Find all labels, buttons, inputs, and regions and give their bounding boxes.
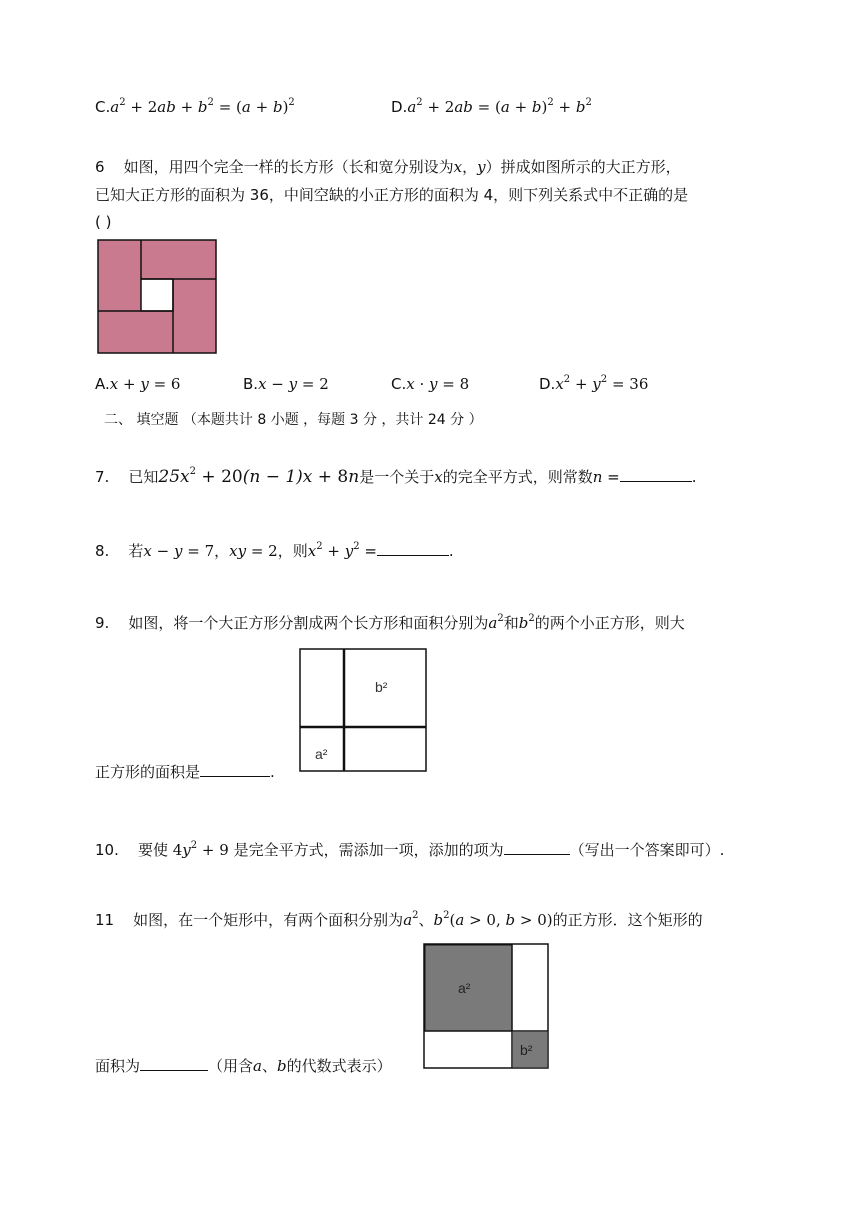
question-text: ， (462, 158, 478, 176)
label-a2: a² (458, 980, 471, 996)
q11-line2 (95, 1054, 392, 1077)
question-text: 的代数式表示） (286, 1057, 392, 1075)
math-b2: $b^2$ (518, 613, 535, 632)
q8-line (95, 539, 454, 562)
math-expr: x − y = 2 (258, 375, 329, 393)
q6-option-b (243, 373, 329, 395)
section-heading (104, 409, 483, 431)
question-text: ）拼成如图所示的大正方形， (485, 158, 681, 176)
question-text: 的两个小正方形，则大 (534, 614, 685, 632)
question-text: 若 (128, 542, 144, 560)
question-number: 10. (95, 841, 119, 859)
answer-blank[interactable] (620, 465, 692, 482)
question-text: 面积为 (95, 1057, 141, 1075)
question-text: 是一个关于 (359, 468, 435, 486)
question-number: 11 (95, 911, 115, 929)
question-text: 的正方形．这个矩形的 (552, 911, 703, 929)
q9-line2 (95, 760, 275, 783)
q9-square-figure (299, 648, 429, 774)
question-text: ， (214, 542, 230, 560)
q5-option-d (391, 96, 592, 118)
math-image-expr: $25x^2 + 20(n - 1)x + 8n$ (158, 466, 360, 487)
math-a2: $a^2$ (403, 910, 419, 929)
option-label: A. (95, 375, 110, 393)
math-n: n (592, 468, 603, 486)
math-expr: x + y = 6 (109, 375, 181, 393)
question-number: 9. (95, 614, 110, 632)
q6-line1 (95, 156, 681, 178)
math-x: x (453, 158, 463, 176)
math-expr: $4y^2 + 9$ (172, 840, 229, 859)
question-text: 、 (418, 911, 434, 929)
section-title: 二、 填空题 （本题共计 8 小题 ，每题 3 分 ，共计 24 分 ） (104, 412, 483, 428)
answer-paren: ( ) (95, 213, 112, 231)
question-text: ，则 (277, 542, 308, 560)
math-expr: $b^2(a > 0$, b > 0) (433, 910, 553, 929)
question-text: （用含 (208, 1057, 254, 1075)
question-text: = (359, 542, 377, 560)
answer-blank[interactable] (140, 1054, 208, 1071)
math-expr: x · y = 8 (406, 375, 470, 393)
math-x: x (434, 468, 443, 486)
math-expr: x − y = 7 (143, 542, 215, 560)
question-number: 6 (95, 158, 105, 176)
math-a2: $a^2$ (488, 613, 504, 632)
math-a: a (253, 1057, 262, 1075)
question-text: 、 (261, 1057, 277, 1075)
math-expr: $x^2 + y^2 = 36$ (555, 374, 649, 393)
answer-blank[interactable] (504, 838, 570, 855)
q7-line (95, 465, 697, 488)
math-b: b (277, 1057, 287, 1075)
answer-blank[interactable] (377, 539, 449, 556)
label-a2: a² (315, 746, 328, 762)
math-expr: xy = 2 (229, 542, 278, 560)
q10-line (95, 838, 724, 861)
option-label: C. (95, 98, 111, 116)
question-text: 已知 (128, 468, 159, 486)
question-text: 如图，在一个矩形中，有两个面积分别为 (133, 911, 404, 929)
math-expr: $a^2 + 2ab + b^2 = (a + b)^2$ (110, 97, 295, 116)
q11-rect-figure (423, 943, 551, 1071)
question-text: 如图，用四个完全一样的长方形（长和宽分别设为 (123, 158, 454, 176)
option-label: D. (391, 98, 408, 116)
center-hole (141, 279, 173, 311)
question-text: 的完全平方式，则常数 (442, 468, 593, 486)
answer-blank[interactable] (200, 760, 270, 777)
q6-line2 (95, 184, 688, 206)
question-text: 正方形的面积是 (95, 763, 201, 781)
math-expr: $x^2 + y^2$ (307, 541, 360, 560)
question-number: 7. (95, 468, 110, 486)
math-expr: $a^2 + 2ab = (a + b)^2 + b^2$ (407, 97, 592, 116)
q6-option-a (95, 373, 180, 395)
option-label: B. (243, 375, 259, 393)
option-label: D. (539, 375, 556, 393)
question-text: . (448, 542, 454, 560)
q6-option-d (539, 373, 648, 395)
q11-line1 (95, 909, 703, 931)
q9-line1 (95, 612, 685, 634)
q6-square-figure (97, 239, 219, 355)
question-text: 要使 (137, 841, 173, 859)
question-text: 如图，将一个大正方形分割成两个长方形和面积分别为 (128, 614, 489, 632)
q6-option-c (391, 373, 469, 395)
question-text: . (691, 468, 697, 486)
question-text: 和 (503, 614, 519, 632)
label-b2: b² (375, 679, 388, 695)
math-y: y (477, 158, 486, 176)
q5-option-c (95, 96, 295, 118)
question-text: 是完全平方式，需添加一项，添加的项为 (228, 841, 504, 859)
question-text: （写出一个答案即可）. (569, 841, 725, 859)
q6-line3 (95, 211, 111, 233)
label-b2: b² (520, 1042, 533, 1058)
option-label: C. (391, 375, 407, 393)
question-text: . (270, 763, 275, 781)
question-text: 已知大正方形的面积为 36，中间空缺的小正方形的面积为 4，则下列关系式中不正确的是 (95, 186, 689, 204)
question-number: 8. (95, 542, 110, 560)
question-text: = (602, 468, 620, 486)
